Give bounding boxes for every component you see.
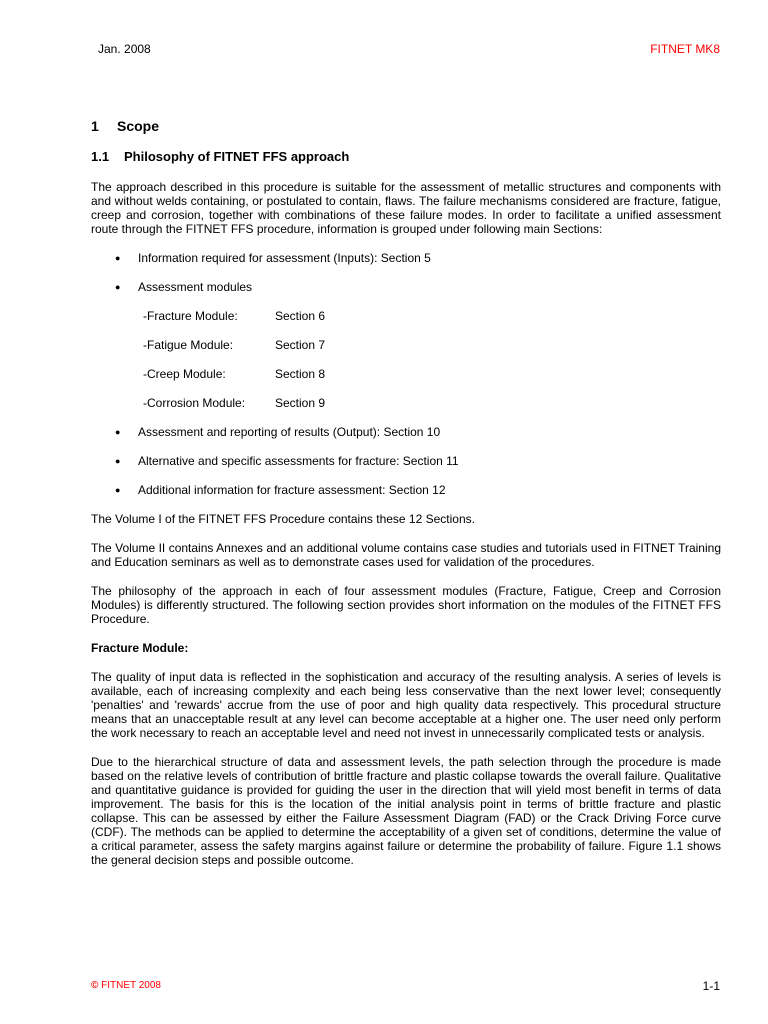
module-row — [91, 396, 721, 410]
list-item — [91, 251, 721, 265]
module-section: Section 9 — [275, 396, 326, 410]
module-row — [91, 367, 721, 381]
page-number: 1-1 — [702, 979, 720, 993]
bullet-icon: ● — [115, 253, 121, 263]
list-item — [91, 280, 721, 294]
module-section: Section 7 — [275, 338, 326, 352]
sections-list — [91, 251, 721, 294]
list-item-text: Alternative and specific assessments for fracture: Section 11 — [138, 454, 459, 468]
fracture-quality-paragraph: The quality of input data is reflected in the sophistication and accuracy of the resulting analysis. A series of levels is available, each of increasing complexity and each being less conservative than the next lower level; consequently 'penalties' and 'rewards' accrue from the use of poor and high quality data respectively. This procedural structure means that an unacceptable result at any level can become acceptable at a higher one. The user need only perform the work necessary to reach an acceptable level and need not invest in unnecessarily complicated tests or analysis. — [91, 670, 721, 740]
copyright-icon: © — [91, 980, 99, 991]
sections-list-continued — [91, 425, 721, 497]
subsection-title: Philosophy of FITNET FFS approach — [124, 149, 350, 164]
intro-paragraph: The approach described in this procedure is suitable for the assessment of metallic structures and components with and without welds containing, or postulated to contain, flaws. The failure mechanisms considered are fracture, fatigue, creep and corrosion, together with combinations of these failure modes. In order to facilitate a unified assessment route through the FITNET FFS procedure, information is grouped under following main Sections: — [91, 180, 721, 236]
bullet-icon: ● — [115, 456, 121, 466]
list-item-text: Assessment and reporting of results (Output): Section 10 — [138, 425, 441, 439]
page-content — [91, 116, 721, 867]
copyright-text: FITNET 2008 — [101, 980, 161, 991]
section-number: 1 — [91, 118, 99, 134]
philosophy-paragraph: The philosophy of the approach in each of four assessment modules (Fracture, Fatigue, Creep and Corrosion Modules) is differently structured. The following section provides short information on the modules of the FITNET FFS Procedure. — [91, 584, 721, 626]
header-doc-title: FITNET MK8 — [650, 42, 720, 56]
fracture-module-heading: Fracture Module: — [91, 641, 189, 655]
list-item-text: Information required for assessment (Inputs): Section 5 — [138, 251, 431, 265]
module-name: -Creep Module: — [143, 367, 226, 381]
section-title: Scope — [117, 118, 160, 134]
header-date: Jan. 2008 — [98, 42, 151, 56]
bullet-icon: ● — [115, 282, 121, 292]
bullet-icon: ● — [115, 427, 121, 437]
list-item — [91, 425, 721, 439]
subsection-number: 1.1 — [91, 149, 110, 164]
module-name: -Fracture Module: — [143, 309, 238, 323]
volume2-paragraph: The Volume II contains Annexes and an additional volume contains case studies and tutorials used in FITNET Training and Education seminars as well as to demonstrate cases used for validation of the procedures. — [91, 541, 721, 569]
list-item — [91, 483, 721, 497]
list-item-text: Assessment modules — [138, 280, 253, 294]
module-name: -Corrosion Module: — [143, 396, 246, 410]
module-section: Section 8 — [275, 367, 326, 381]
list-item-text: Additional information for fracture assessment: Section 12 — [138, 483, 446, 497]
subsection-heading — [91, 148, 721, 166]
footer-copyright — [91, 980, 161, 991]
volume1-paragraph: The Volume I of the FITNET FFS Procedure contains these 12 Sections. — [91, 512, 475, 526]
module-section: Section 6 — [275, 309, 326, 323]
list-item — [91, 454, 721, 468]
bullet-icon: ● — [115, 485, 121, 495]
module-row — [91, 309, 721, 323]
module-row — [91, 338, 721, 352]
section-heading — [91, 116, 721, 136]
module-name: -Fatigue Module: — [143, 338, 234, 352]
fracture-hierarchy-paragraph: Due to the hierarchical structure of data and assessment levels, the path selection through the procedure is made based on the relative levels of contribution of brittle fracture and plastic collapse towards the overall failure. Qualitative and quantitative guidance is provided for guiding the user in the direction that will yield most benefit in terms of data improvement. The basis for this is the location of the initial analysis point in terms of brittle fracture and plastic collapse. This can be assessed by either the Failure Assessment Diagram (FAD) or the Crack Driving Force curve (CDF). The methods can be applied to determine the acceptability of a given set of conditions, determine the value of a critical parameter, assess the safety margins against failure or determine the probability of failure. Figure 1.1 shows the general decision steps and possible outcome. — [91, 755, 721, 867]
